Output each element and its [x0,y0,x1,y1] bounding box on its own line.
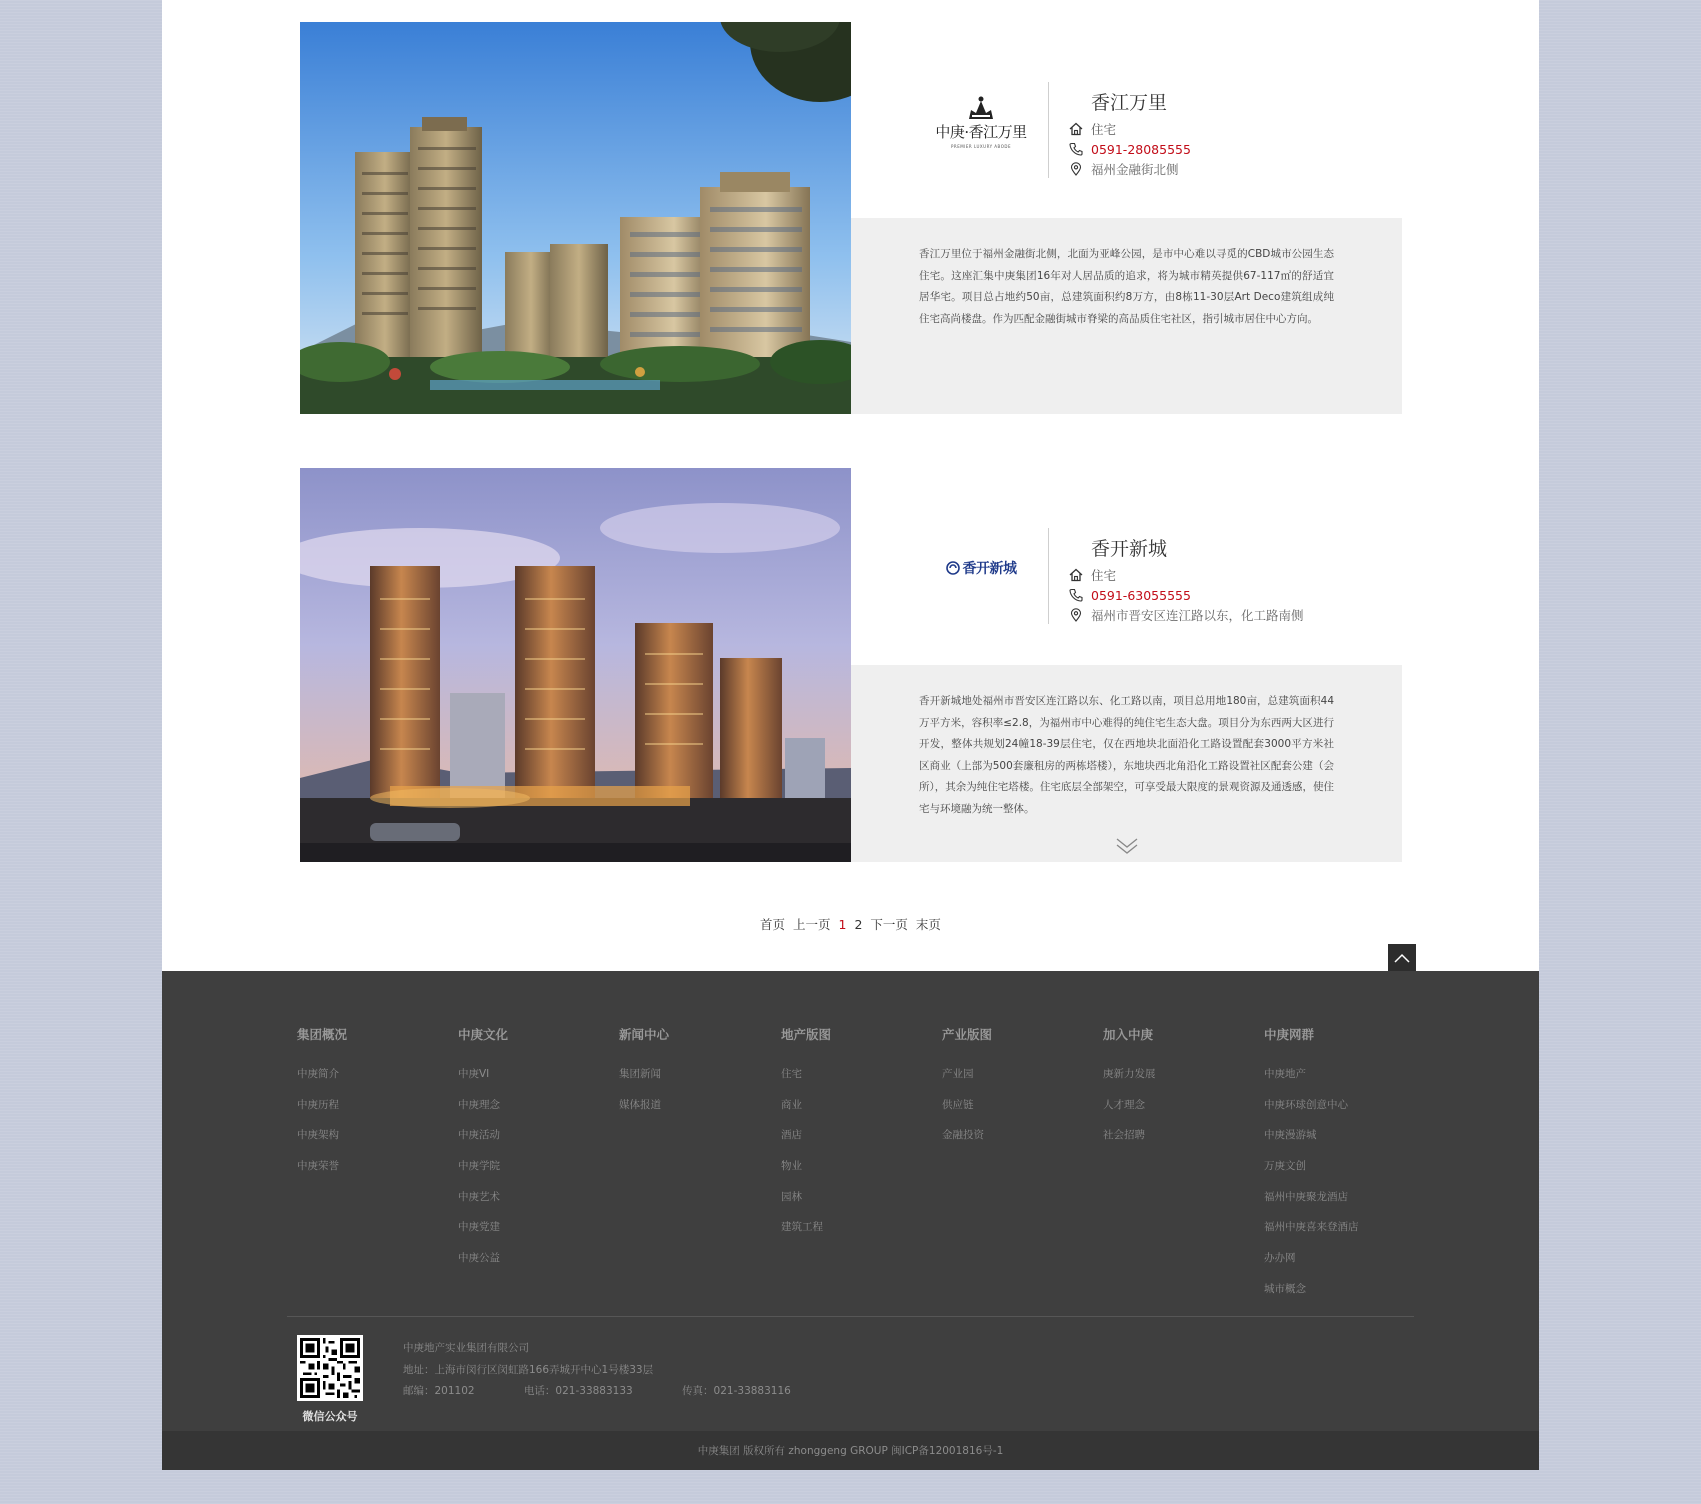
project-meta-1 [1069,82,1399,179]
footer-link[interactable]: 产业园 [942,1068,974,1080]
project-description-box-2 [851,665,1402,862]
footer-divider [287,1316,1414,1317]
project-card-1 [300,22,1402,414]
footer-link[interactable]: 金融投资 [942,1129,984,1142]
footer-link[interactable]: 酒店 [781,1129,802,1142]
footer-link[interactable]: 万庚文创 [1264,1160,1306,1173]
company-postcode: 邮编：201102 [403,1385,475,1397]
project-logo-1 [931,82,1031,162]
footer-link[interactable]: 供应链 [942,1098,974,1111]
house-icon [1069,122,1091,136]
swirl-logo-icon [946,561,960,575]
location-pin-icon [1069,608,1091,622]
project-image-1[interactable] [300,22,851,414]
qr-label: 微信公众号 [302,1410,358,1423]
footer-column-title[interactable]: 地产版图 [781,1027,832,1042]
location-pin-icon [1069,162,1091,176]
company-address: 地址：上海市闵行区闵虹路166弄城开中心1号楼33层 [403,1363,654,1376]
project-title[interactable]: 香开新城 [1091,538,1168,560]
company-fax: 传真：021-33883116 [682,1385,791,1397]
project-phone[interactable]: 0591-63055555 [1091,587,1191,603]
footer-column-title[interactable]: 新闻中心 [619,1027,670,1042]
company-phone: 电话：021-33883133 [523,1385,633,1397]
project-address-row [1069,605,1399,625]
footer-link[interactable]: 商业 [781,1098,802,1111]
pagination-first[interactable]: 首页 [760,917,786,932]
footer-link[interactable]: 集团新闻 [619,1068,661,1080]
footer-column-culture [458,1025,608,1282]
project-description: 香开新城地处福州市晋安区连江路以东、化工路以南，项目总用地180亩，总建筑面积44万平方米，容积率≤2.8，为福州市中心难得的纯住宅生态大盘。项目分为东西两大区进行开发，整体共规划24幢18-39层住宅，仅在西地块北面沿化工路设置配套3000平方米社区商业（上部为500套廉租房的两栋塔楼），东地块西北角沿化工路设置社区配套公建（会所），其余为纯住宅塔楼。住宅底层全部架空，可享受最大限度的景观资源及通透感，使住宅与环境融为统一整体。 [919,695,1334,815]
footer-column-title[interactable]: 加入中庚 [1103,1027,1154,1042]
footer-link[interactable]: 中庚荣誉 [297,1160,339,1173]
footer-link[interactable]: 建筑工程 [781,1221,823,1234]
footer-link[interactable]: 中庚理念 [458,1098,500,1111]
project-address: 福州金融街北侧 [1091,162,1179,177]
project-type-row [1069,119,1399,139]
footer-link[interactable]: 办办网 [1264,1252,1296,1265]
copyright-text: 中庚集团 版权所有 zhonggeng GROUP 闽ICP备12001816号-1 [697,1445,1004,1457]
footer-link[interactable]: 中庚公益 [458,1252,500,1265]
project-type: 住宅 [1091,122,1117,137]
pagination-prev[interactable]: 上一页 [793,917,831,932]
building-render-image [300,468,851,862]
logo-subtext: PREMIER LUXURY ABODE [951,144,1011,149]
footer-column-title[interactable]: 产业版图 [942,1027,993,1042]
project-address-row [1069,159,1399,179]
wechat-qr-code [297,1335,363,1401]
pagination-last[interactable]: 末页 [915,917,941,932]
pagination-next[interactable]: 下一页 [870,917,908,932]
footer-link[interactable]: 中庚漫游城 [1264,1129,1317,1142]
footer-column-title[interactable]: 中庚文化 [458,1027,509,1042]
footer-link[interactable]: 中庚地产 [1264,1068,1306,1080]
footer-link[interactable]: 城市概念 [1264,1282,1306,1295]
footer-link[interactable]: 媒体报道 [619,1098,661,1111]
footer-column-title[interactable]: 中庚网群 [1264,1027,1315,1042]
company-name: 中庚地产实业集团有限公司 [403,1342,529,1354]
arrow-up-icon [1394,953,1410,963]
pagination-page-1[interactable]: 1 [838,917,847,932]
footer-link[interactable]: 中庚学院 [458,1160,500,1173]
footer-link[interactable]: 中庚艺术 [458,1190,500,1203]
pagination [162,915,1539,933]
footer-link[interactable]: 中庚架构 [297,1129,339,1142]
footer-column-join [1103,1025,1253,1159]
company-contacts [403,1381,837,1403]
copyright-bar [162,1431,1539,1470]
company-info [403,1338,837,1403]
footer-column-group [297,1025,447,1190]
project-description-box-1 [851,218,1402,414]
phone-icon [1069,588,1091,602]
pagination-page-2[interactable]: 2 [854,917,863,932]
project-type: 住宅 [1091,568,1117,583]
footer-link[interactable]: 住宅 [781,1068,802,1080]
qr-code-icon [300,1338,360,1398]
footer [162,971,1539,1431]
footer-link[interactable]: 中庚简介 [297,1068,339,1080]
footer-link[interactable]: 福州中庚喜来登酒店 [1264,1221,1359,1234]
footer-link[interactable]: 社会招聘 [1103,1129,1145,1142]
footer-column-network [1264,1025,1414,1313]
divider-line [1048,82,1049,178]
project-phone[interactable]: 0591-28085555 [1091,141,1191,157]
footer-link[interactable]: 园林 [781,1190,802,1203]
project-logo-2 [931,528,1031,608]
footer-link[interactable]: 中庚党建 [458,1221,500,1234]
back-to-top-button[interactable] [1388,944,1416,972]
project-phone-row [1069,139,1399,159]
logo-text: 中庚·香江万里 [935,123,1027,141]
footer-link[interactable]: 中庚环球创意中心 [1264,1098,1348,1111]
footer-column-realestate [781,1025,931,1251]
footer-link[interactable]: 中庚活动 [458,1129,500,1142]
project-image-2[interactable] [300,468,851,862]
footer-link[interactable]: 福州中庚聚龙酒店 [1264,1190,1348,1203]
footer-link[interactable]: 人才理念 [1103,1098,1145,1111]
footer-link[interactable]: 中庚历程 [297,1098,339,1111]
project-phone-row [1069,585,1399,605]
divider-line [1048,528,1049,624]
project-address: 福州市晋安区连江路以东，化工路南侧 [1091,608,1304,623]
footer-link[interactable]: 物业 [781,1160,802,1173]
crown-logo-icon [966,95,996,121]
phone-icon [1069,142,1091,156]
project-meta-2 [1069,528,1399,625]
logo-mark [946,558,1017,578]
footer-column-news [619,1025,769,1128]
page-container [162,0,1539,1470]
project-title[interactable]: 香江万里 [1091,92,1168,114]
footer-link[interactable]: 庚新力发展 [1103,1068,1156,1080]
project-card-2 [300,468,1402,862]
project-description: 香江万里位于福州金融街北侧，北面为亚峰公园，是市中心难以寻觅的CBD城市公园生态住宅。这座汇集中庚集团16年对人居品质的追求，将为城市精英提供67-117㎡的舒适宜居华宅。项目总占地约50亩，总建筑面积约8万方，由8栋11-30层Art Deco建筑组成纯住宅高尚楼盘。作为匹配金融街城市脊梁的高品质住宅社区，指引城市居住中心方向。 [919,248,1334,325]
project-type-row [1069,565,1399,585]
footer-link[interactable]: 中庚VI [458,1068,490,1080]
house-icon [1069,568,1091,582]
footer-column-industry [942,1025,1092,1159]
building-render-image [300,22,851,414]
logo-text: 香开新城 [962,561,1017,577]
chevron-down-icon[interactable] [1115,836,1139,856]
footer-column-title[interactable]: 集团概况 [297,1027,348,1042]
